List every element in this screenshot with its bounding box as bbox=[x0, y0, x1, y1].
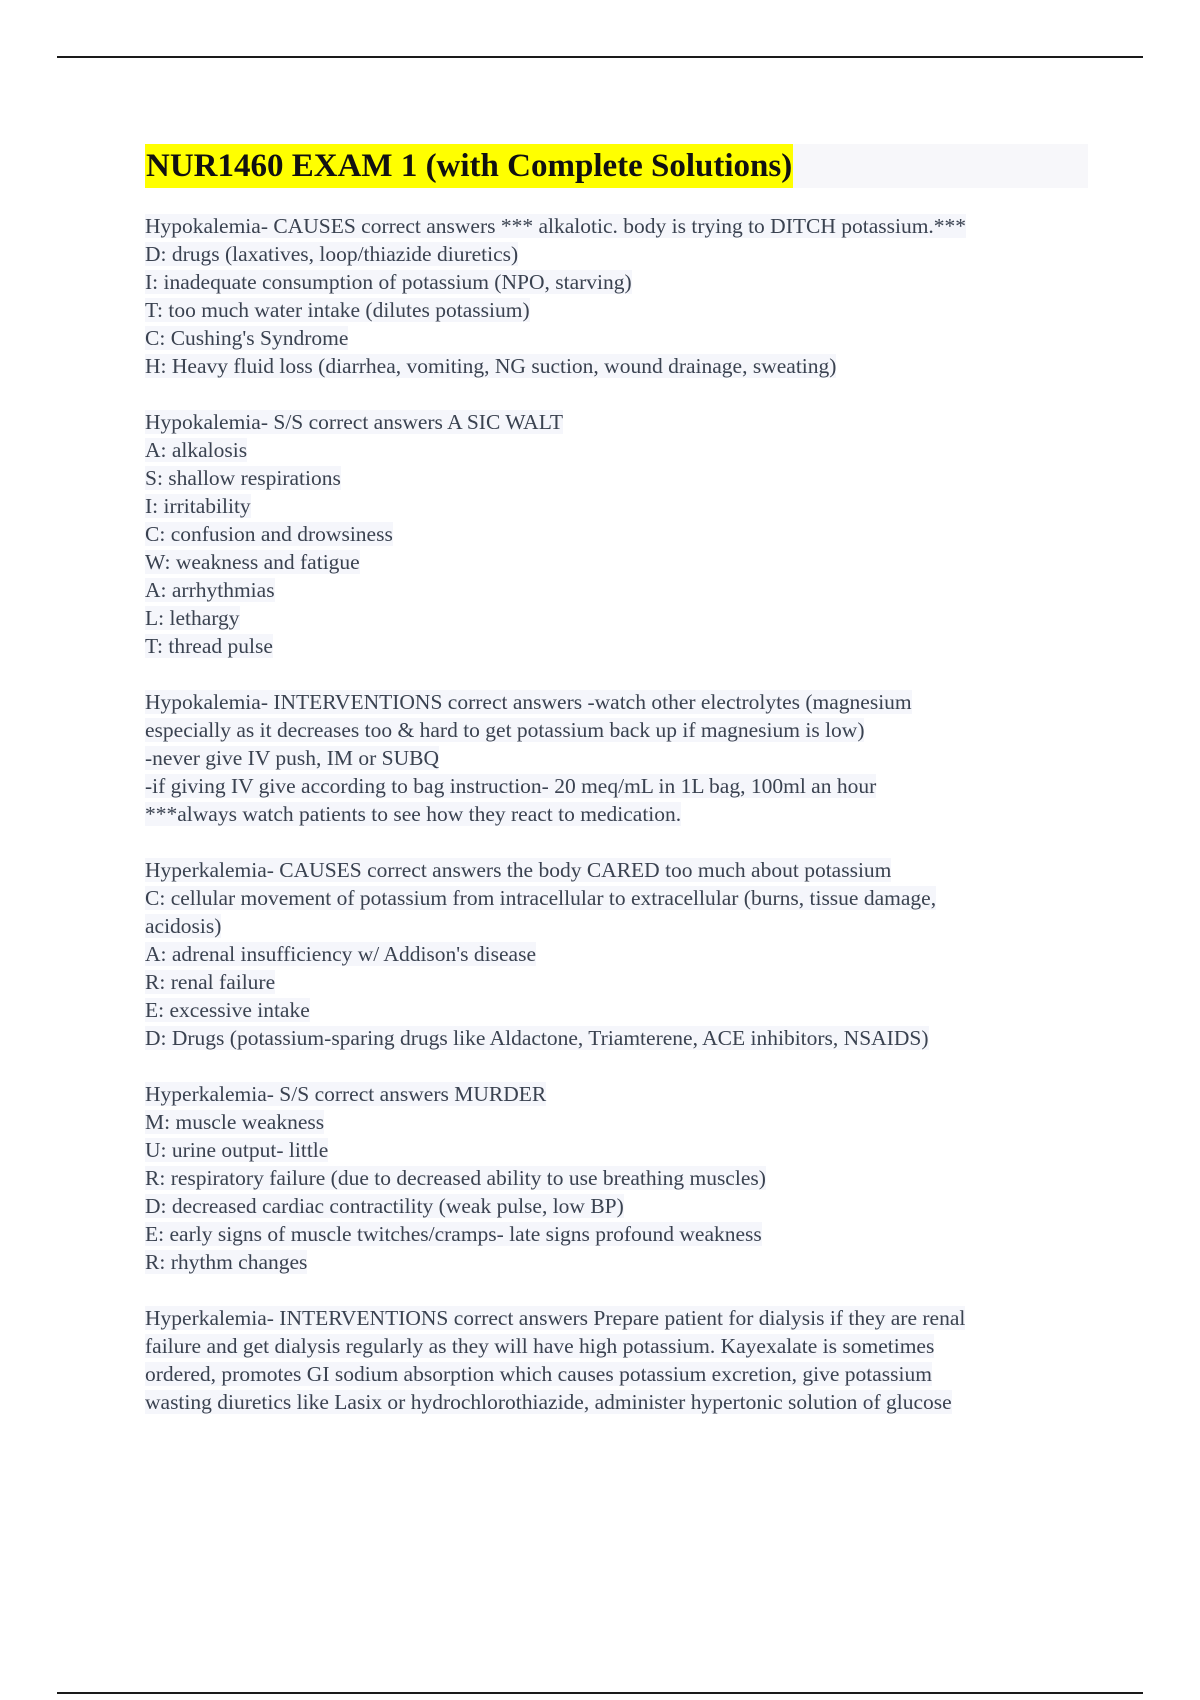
section-line: D: Drugs (potassium-sparing drugs like Aldactone, Triamterene, ACE inhibitors, NSAIDS) bbox=[145, 1026, 929, 1050]
section-line: T: thread pulse bbox=[145, 634, 273, 658]
section-line: Hypokalemia- CAUSES correct answers *** alkalotic. body is trying to DITCH potassium.*** bbox=[145, 214, 967, 238]
section-line: D: drugs (laxatives, loop/thiazide diuretics) bbox=[145, 242, 519, 266]
section-line: R: respiratory failure (due to decreased ability to use breathing muscles) bbox=[145, 1166, 766, 1190]
section-line: A: alkalosis bbox=[145, 438, 248, 462]
section-hyperkalemia-ss bbox=[145, 1080, 1075, 1276]
section-line: I: inadequate consumption of potassium (NPO, starving) bbox=[145, 270, 632, 294]
section-line: S: shallow respirations bbox=[145, 466, 341, 490]
section-line: A: arrhythmias bbox=[145, 578, 275, 602]
section-hypokalemia-ss bbox=[145, 408, 1075, 660]
section-line: W: weakness and fatigue bbox=[145, 550, 360, 574]
section-line: acidosis) bbox=[145, 914, 222, 938]
section-line: especially as it decreases too & hard to get potassium back up if magnesium is low) bbox=[145, 718, 865, 742]
section-line: I: irritability bbox=[145, 494, 251, 518]
section-line: E: early signs of muscle twitches/cramps- late signs profound weakness bbox=[145, 1222, 762, 1246]
page-title: NUR1460 EXAM 1 (with Complete Solutions) bbox=[145, 144, 793, 188]
section-line: R: renal failure bbox=[145, 970, 276, 994]
section-line: wasting diuretics like Lasix or hydrochlorothiazide, administer hypertonic solution of glucose bbox=[145, 1390, 952, 1414]
section-line: C: confusion and drowsiness bbox=[145, 522, 393, 546]
section-line: failure and get dialysis regularly as they will have high potassium. Kayexalate is sometimes bbox=[145, 1334, 935, 1358]
section-line: E: excessive intake bbox=[145, 998, 310, 1022]
header-rule bbox=[57, 56, 1143, 58]
section-line: -if giving IV give according to bag instruction- 20 meq/mL in 1L bag, 100ml an hour bbox=[145, 774, 877, 798]
section-line: -never give IV push, IM or SUBQ bbox=[145, 746, 439, 770]
section-line: T: too much water intake (dilutes potassium) bbox=[145, 298, 530, 322]
title-row bbox=[145, 144, 1088, 188]
section-line: D: decreased cardiac contractility (weak pulse, low BP) bbox=[145, 1194, 624, 1218]
section-line: Hyperkalemia- CAUSES correct answers the body CARED too much about potassium bbox=[145, 858, 892, 882]
section-line: R: rhythm changes bbox=[145, 1250, 308, 1274]
section-hyperkalemia-interventions bbox=[145, 1304, 1075, 1416]
section-line: M: muscle weakness bbox=[145, 1110, 325, 1134]
section-line: ordered, promotes GI sodium absorption which causes potassium excretion, give potassium bbox=[145, 1362, 932, 1386]
section-line: ***always watch patients to see how they react to medication. bbox=[145, 802, 682, 826]
section-hypokalemia-interventions bbox=[145, 688, 1075, 828]
section-line: L: lethargy bbox=[145, 606, 240, 630]
section-line: U: urine output- little bbox=[145, 1138, 329, 1162]
section-line: H: Heavy fluid loss (diarrhea, vomiting, NG suction, wound drainage, sweating) bbox=[145, 354, 837, 378]
section-line: A: adrenal insufficiency w/ Addison's disease bbox=[145, 942, 536, 966]
section-line: C: Cushing's Syndrome bbox=[145, 326, 349, 350]
section-line: Hyperkalemia- S/S correct answers MURDER bbox=[145, 1082, 547, 1106]
section-line: C: cellular movement of potassium from intracellular to extracellular (burns, tissue damage, bbox=[145, 886, 937, 910]
section-line: Hyperkalemia- INTERVENTIONS correct answers Prepare patient for dialysis if they are renal bbox=[145, 1306, 966, 1330]
section-line: Hypokalemia- INTERVENTIONS correct answers -watch other electrolytes (magnesium bbox=[145, 690, 912, 714]
footer-rule bbox=[57, 1692, 1143, 1694]
section-hyperkalemia-causes bbox=[145, 856, 1075, 1052]
document-body bbox=[145, 212, 1075, 1444]
section-hypokalemia-causes bbox=[145, 212, 1075, 380]
section-line: Hypokalemia- S/S correct answers A SIC WALT bbox=[145, 410, 564, 434]
